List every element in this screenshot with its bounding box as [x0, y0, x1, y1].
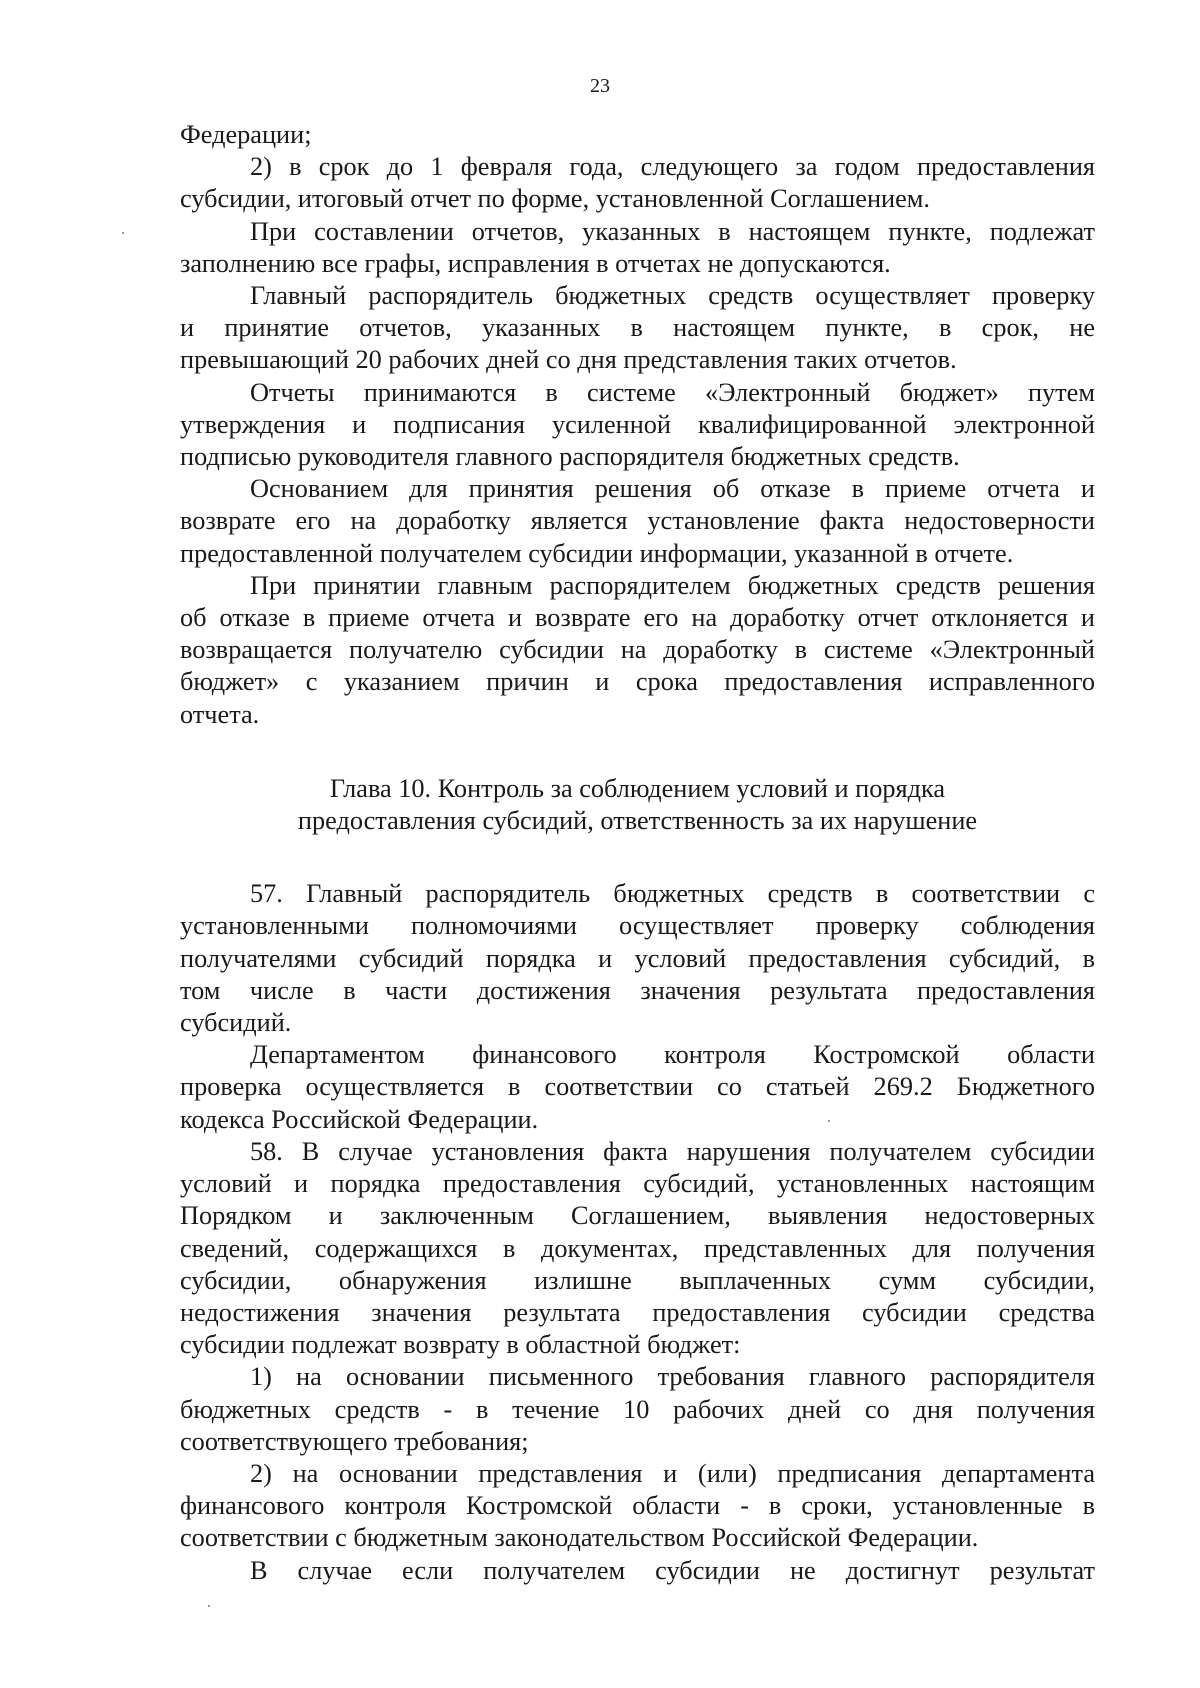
paragraph [180, 1458, 1095, 1555]
text-line: При составлении отчетов, указанных в настоящем пункте, подлежат [250, 216, 1095, 246]
paragraph [180, 878, 1095, 1039]
text-line: об отказе в приеме отчета и возврате его на доработку отчет отклоняется и [180, 603, 1095, 633]
text-line: бюджетных средств - в течение 10 рабочих дней со дня получения [180, 1394, 1095, 1424]
text-line: кодекса Российской Федерации. [180, 1104, 539, 1134]
text-line: получателями субсидий порядка и условий предоставления субсидий, в [180, 943, 1095, 973]
paragraph [180, 1039, 1095, 1136]
paragraph [180, 119, 1095, 151]
text-line: том числе в части достижения значения результата предоставления [180, 975, 1095, 1005]
paragraph [180, 1361, 1095, 1458]
text-line: бюджет» с указанием причин и срока предоставления исправленного [180, 667, 1095, 697]
scan-speck [828, 1120, 830, 1122]
chapter-heading-line-2: предоставления субсидий, ответственность за их нарушение [297, 806, 978, 836]
chapter-heading-line-1: Глава 10. Контроль за соблюдением условий и порядка [329, 773, 946, 803]
text-line: недостижения значения результата предоставления субсидии средства [180, 1297, 1095, 1327]
text-line: Отчеты принимаются в системе «Электронный бюджет» путем [250, 377, 1095, 407]
text-line: субсидии, итоговый отчет по форме, установленной Соглашением. [180, 184, 930, 214]
text-line: сведений, содержащихся в документах, представленных для получения [180, 1233, 1095, 1263]
text-line: 57. Главный распорядитель бюджетных средств в соответствии с [250, 879, 1095, 909]
text-line: Основанием для принятия решения об отказе в приеме отчета и [250, 474, 1095, 504]
text-line: возврате его на доработку является установление факта недостоверности [180, 506, 1095, 536]
document-body [180, 119, 1095, 1587]
text-line: При принятии главным распорядителем бюджетных средств решения [250, 570, 1095, 600]
text-line: соответствующего требования; [180, 1426, 529, 1456]
text-line: финансового контроля Костромской области - в сроки, установленные в [180, 1491, 1095, 1521]
scan-speck [122, 232, 124, 234]
text-line: утверждения и подписания усиленной квалифицированной электронной [180, 409, 1095, 439]
text-line: 2) в срок до 1 февраля года, следующего за годом предоставления [250, 152, 1095, 182]
page-number: 23 [590, 75, 610, 97]
text-line: заполнению все графы, исправления в отчетах не допускаются. [180, 248, 891, 278]
text-line: 2) на основании представления и (или) предписания департамента [250, 1458, 1095, 1488]
text-line: проверка осуществляется в соответствии со статьей 269.2 Бюджетного [180, 1072, 1095, 1102]
scan-speck [208, 1605, 210, 1607]
text-line: Департаментом финансового контроля Костромской области [250, 1040, 1095, 1070]
text-line: и принятие отчетов, указанных в настоящем пункте, в срок, не [180, 313, 1095, 343]
text-line: условий и порядка предоставления субсидий, установленных настоящим [180, 1169, 1095, 1199]
paragraph [180, 473, 1095, 570]
text-line: субсидии, обнаружения излишне выплаченных сумм субсидии, [180, 1265, 1095, 1295]
text-line: возвращается получателю субсидии на доработку в системе «Электронный [180, 635, 1095, 665]
text-line: 58. В случае установления факта нарушения получателем субсидии [250, 1136, 1095, 1166]
text-line: В случае если получателем субсидии не достигнут результат [250, 1555, 1095, 1585]
chapter-heading [180, 773, 1095, 837]
text-line: превышающий 20 рабочих дней со дня представления таких отчетов. [180, 345, 957, 375]
text-line: подписью руководителя главного распорядителя бюджетных средств. [180, 442, 960, 472]
text-line: 1) на основании письменного требования главного распорядителя [250, 1362, 1095, 1392]
text-line: Главный распорядитель бюджетных средств осуществляет проверку [250, 281, 1095, 311]
text-line: субсидий. [180, 1008, 292, 1038]
paragraph [180, 216, 1095, 280]
text-line: Порядком и заключенным Соглашением, выявления недостоверных [180, 1201, 1095, 1231]
text-line: установленными полномочиями осуществляет проверку соблюдения [180, 911, 1095, 941]
paragraph [180, 1136, 1095, 1361]
paragraph [180, 570, 1095, 731]
paragraph [180, 280, 1095, 377]
paragraph [180, 1555, 1095, 1587]
text-line: предоставленной получателем субсидии информации, указанной в отчете. [180, 538, 1014, 568]
section-before-chapter [180, 119, 1095, 731]
text-line: Федерации; [180, 120, 312, 149]
section-after-chapter [180, 878, 1095, 1586]
paragraph [180, 151, 1095, 215]
text-line: субсидии подлежат возврату в областной бюджет: [180, 1330, 741, 1360]
paragraph [180, 377, 1095, 474]
text-line: соответствии с бюджетным законодательством Российской Федерации. [180, 1523, 979, 1553]
text-line: отчета. [180, 699, 260, 729]
